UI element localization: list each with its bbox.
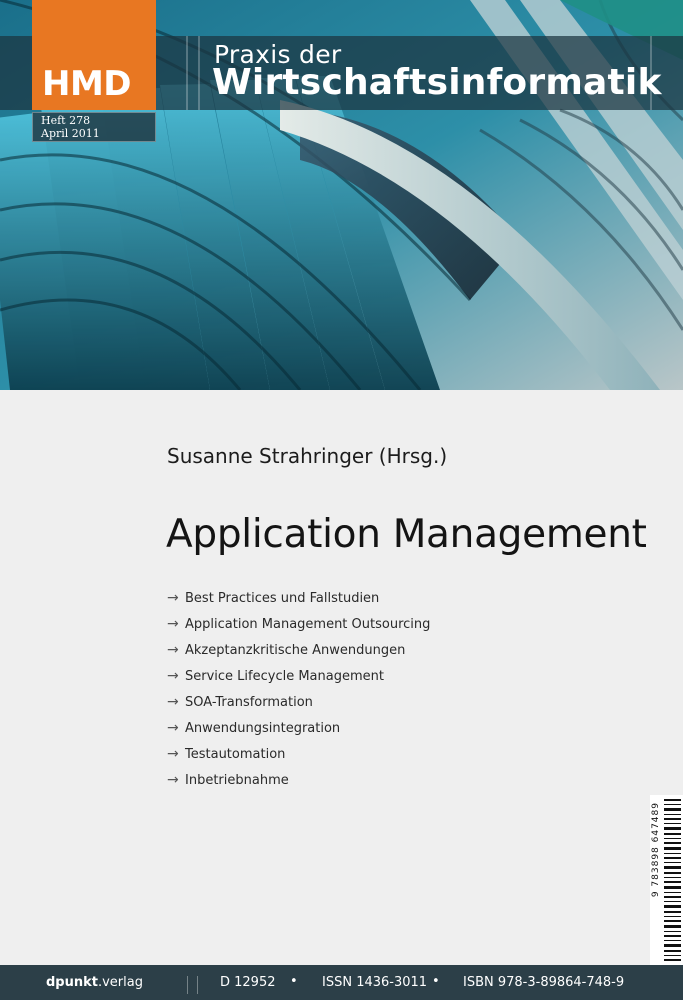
topic-label: Testautomation bbox=[185, 746, 286, 762]
topic-label: Service Lifecycle Management bbox=[185, 668, 384, 684]
bullet-icon: • bbox=[432, 974, 440, 989]
topic-item bbox=[167, 767, 430, 793]
topic-item bbox=[167, 637, 430, 663]
arrow-icon: → bbox=[167, 642, 179, 658]
footer-band bbox=[0, 965, 683, 1000]
arrow-icon: → bbox=[167, 720, 179, 736]
arrow-icon: → bbox=[167, 616, 179, 632]
topic-label: Akzeptanzkritische Anwendungen bbox=[185, 642, 406, 658]
bullet-icon: • bbox=[290, 974, 298, 989]
topic-label: Best Practices und Fallstudien bbox=[185, 590, 380, 606]
topic-item bbox=[167, 611, 430, 637]
issue-box bbox=[32, 112, 156, 142]
arrow-icon: → bbox=[167, 772, 179, 788]
footer-divider bbox=[197, 976, 198, 994]
series-title-line1: Praxis der bbox=[214, 40, 342, 69]
issn: ISSN 1436-3011 bbox=[322, 975, 428, 990]
topic-label: Inbetriebnahme bbox=[185, 772, 289, 788]
topic-item bbox=[167, 689, 430, 715]
publisher-rest: .verlag bbox=[97, 975, 143, 990]
topic-item bbox=[167, 585, 430, 611]
issue-number: Heft 278 bbox=[41, 114, 91, 127]
topic-item bbox=[167, 741, 430, 767]
arrow-icon: → bbox=[167, 668, 179, 684]
arrow-icon: → bbox=[167, 590, 179, 606]
d-number: D 12952 bbox=[220, 975, 276, 990]
topic-item bbox=[167, 715, 430, 741]
book-title: Application Management bbox=[166, 512, 647, 557]
topic-label: SOA-Transformation bbox=[185, 694, 313, 710]
topic-label: Application Management Outsourcing bbox=[185, 616, 431, 632]
editor-name: Susanne Strahringer (Hrsg.) bbox=[167, 444, 448, 468]
publisher bbox=[46, 975, 143, 990]
topic-item bbox=[167, 663, 430, 689]
isbn: ISBN 978-3-89864-748-9 bbox=[463, 975, 625, 990]
series-title-line2: Wirtschaftsinformatik bbox=[212, 62, 662, 103]
topic-label: Anwendungsintegration bbox=[185, 720, 341, 736]
barcode-digits: 9 783898 647489 bbox=[651, 802, 661, 898]
footer-divider bbox=[187, 976, 188, 994]
arrow-icon: → bbox=[167, 694, 179, 710]
topic-list bbox=[167, 585, 430, 793]
issue-date: April 2011 bbox=[41, 127, 100, 140]
publisher-bold: dpunkt bbox=[46, 975, 98, 990]
arrow-icon: → bbox=[167, 746, 179, 762]
hmd-logo: HMD bbox=[42, 64, 132, 104]
